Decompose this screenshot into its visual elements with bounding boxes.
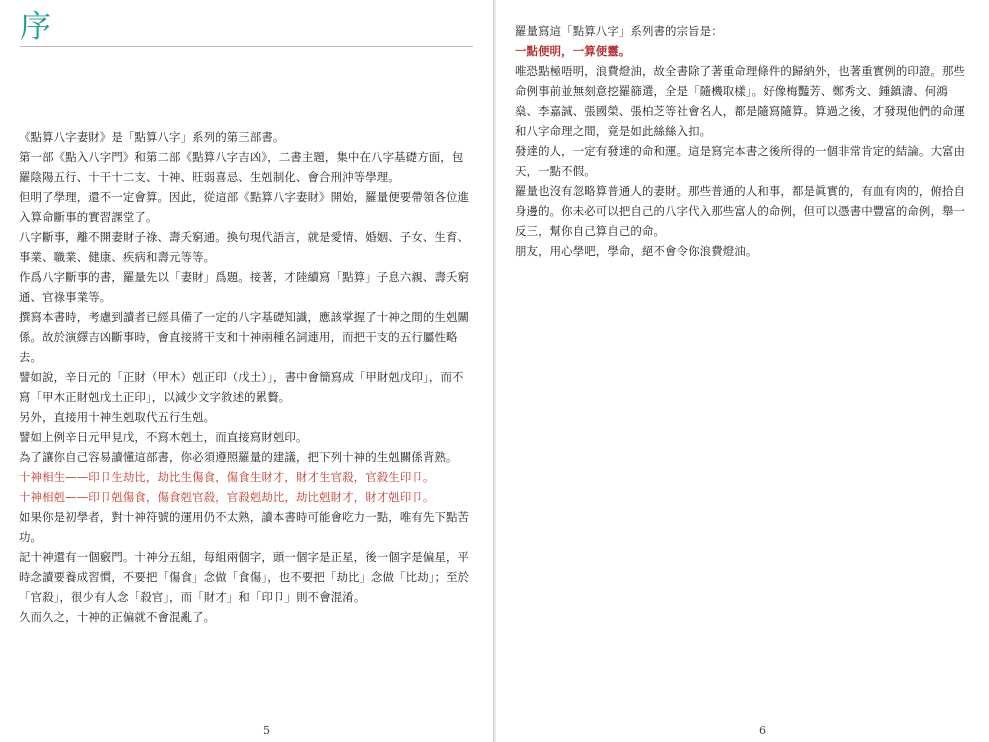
paragraph: 《點算八字妻財》是「點算八字」系列的第三部書。 bbox=[19, 130, 285, 144]
paragraph: 另外，直接用十神生剋取代五行生剋。 bbox=[19, 410, 216, 424]
paragraph: 八字斷事，離不開妻財子祿、壽夭窮通。換句現代語言，就是愛情、婚姻、子女、生育、事業、職業、健康、疾病和壽元等等。 bbox=[19, 230, 470, 264]
title-divider bbox=[20, 46, 473, 47]
page-number: 6 bbox=[759, 724, 766, 737]
page-number: 5 bbox=[263, 724, 270, 737]
paragraph: 久而久之，十神的正偏就不會混亂了。 bbox=[19, 610, 216, 624]
paragraph: 撰寫本書時，考慮到讀者已經具備了一定的八字基礎知識，應該掌握了十神之間的生剋關係。故於演繹吉凶斷事時，會直接將干支和十神兩種名詞連用，而把干支的五行屬性略去。 bbox=[19, 310, 470, 364]
right-page-body bbox=[515, 21, 970, 261]
paragraph: 如果你是初學者，對十神符號的運用仍不太熟，讀本書時可能會吃力一點，唯有先下點苦功。 bbox=[19, 510, 470, 544]
generation-cycle-line: 十神相生——印卩生劫比，劫比生傷食，傷食生財才，財才生官殺，官殺生印卩。 bbox=[19, 470, 435, 484]
left-page bbox=[0, 0, 494, 742]
paragraph: 朋友，用心學吧，學命，絕不會令你浪費燈油。 bbox=[515, 244, 758, 258]
paragraph: 羅量寫這「點算八字」系列書的宗旨是： bbox=[515, 24, 723, 38]
paragraph: 但明了學理，還不一定會算。因此，從這部《點算八字妻財》開始，羅量便要帶領各位進入算命斷事的實習課堂了。 bbox=[19, 190, 470, 224]
motto-line: 一點便明，一算便靈。 bbox=[515, 44, 631, 58]
chapter-title: 序 bbox=[20, 9, 53, 45]
paragraph: 發達的人，一定有發達的命和運。這是寫完本書之後所得的一個非常肯定的結論。大富由天，一點不假。 bbox=[515, 144, 966, 178]
right-page bbox=[496, 0, 989, 742]
paragraph: 第一部《點入八字門》和第二部《點算八字吉凶》，二書主題，集中在八字基礎方面，包羅陰陽五行、十干十二支、十神、旺弱喜忌、生剋制化、會合刑沖等學理。 bbox=[19, 150, 464, 184]
left-page-body bbox=[19, 127, 471, 627]
paragraph: 記十神還有一個竅門。十神分五組，每組兩個字，頭一個字是正星，後一個字是偏星，平時念讀要養成習慣，不要把「傷食」念做「食傷」，也不要把「劫比」念做「比劫」；至於「官殺」，很少有人念「殺官」，而「財才」和「印卩」則不會混淆。 bbox=[19, 550, 470, 604]
paragraph: 譬如說，辛日元的「正財（甲木）剋正印（戊土）」，書中會簡寫成「甲財剋戊印」，而不寫「甲木正財剋戊土正印」，以減少文字敘述的累贅。 bbox=[19, 370, 464, 404]
paragraph: 羅量也沒有忽略算普通人的妻財。那些普通的人和事，都是眞實的，有血有肉的，俯拾自身邊的。你未必可以把自己的八字代入那些富人的命例，但可以憑書中豐富的命例，舉一反三，幫你自己算自己的命。 bbox=[515, 184, 966, 238]
paragraph: 唯恐點極唔明，浪費燈油，故全書除了著重命理條件的歸納外，也著重實例的印證。那些命例事前並無刻意挖羅篩選，全是「隨機取樣」。好像梅豔芳、鄭秀文、鍾鎮濤、何鴻燊、李嘉誠、張國榮、張柏芝等社會名人，都是隨寫隨算。算過之後，才發現他們的命運和八字命理之間，竟是如此絲絲入扣。 bbox=[515, 64, 966, 138]
control-cycle-line: 十神相剋——印卩剋傷食，傷食剋官殺，官殺剋劫比，劫比剋財才，財才剋印卩。 bbox=[19, 490, 435, 504]
paragraph: 為了讓你自己容易讀懂這部書，你必須遵照羅量的建議，把下列十神的生剋關係背熟。 bbox=[19, 450, 458, 464]
paragraph: 作爲八字斷事的書，羅量先以「妻財」爲題。接著，才陸續寫「點算」子息六親、壽夭窮通、官祿事業等。 bbox=[19, 270, 470, 304]
paragraph: 譬如上例辛日元甲見戊，不寫木剋土，而直接寫財剋印。 bbox=[19, 430, 308, 444]
